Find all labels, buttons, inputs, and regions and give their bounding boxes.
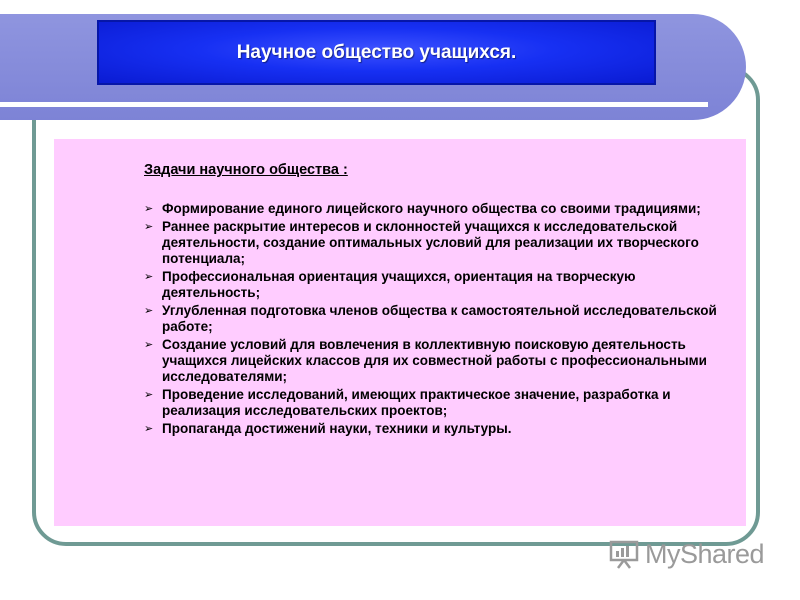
task-text: Пропаганда достижений науки, техники и культуры. <box>162 420 512 436</box>
task-text: Формирование единого лицейского научного общества со своими традициями; <box>162 201 701 216</box>
arrow-bullet-icon: ➢ <box>144 220 154 233</box>
task-text: Создание условий для вовлечения в коллективную поисковую деятельность учащихся лицейских классов для их совместной работы с профессиональными исследователями; <box>162 336 707 385</box>
title-box <box>97 20 656 85</box>
arrow-bullet-icon: ➢ <box>144 338 154 351</box>
task-item <box>144 421 730 437</box>
task-text: Профессиональная ориентация учащихся, ориентация на творческую деятельность; <box>162 268 636 301</box>
task-item <box>144 337 730 386</box>
slide-title: Научное общество учащихся. <box>236 41 517 63</box>
presentation-board-icon <box>608 538 640 570</box>
task-text: Раннее раскрытие интересов и склонностей учащихся к исследовательской деятельности, создание оптимальных условий для реализации их творческого потенциала; <box>162 218 699 267</box>
task-item <box>144 387 730 419</box>
task-item <box>144 303 730 335</box>
arrow-bullet-icon: ➢ <box>144 270 154 283</box>
task-text: Углубленная подготовка членов общества к самостоятельной исследовательской работе; <box>162 302 717 334</box>
content-panel <box>54 139 746 526</box>
watermark-logo <box>608 534 764 574</box>
tasks-list <box>144 201 730 437</box>
task-item <box>144 219 730 268</box>
tasks-heading: Задачи научного общества : <box>144 162 348 178</box>
header-divider <box>0 102 708 107</box>
arrow-bullet-icon: ➢ <box>144 388 154 401</box>
arrow-bullet-icon: ➢ <box>144 422 154 435</box>
watermark-text: MyShared <box>645 538 765 569</box>
task-text: Проведение исследований, имеющих практическое значение, разработка и реализация исследовательских проектов; <box>162 386 671 418</box>
task-item <box>144 201 730 217</box>
task-item <box>144 269 730 301</box>
arrow-bullet-icon: ➢ <box>144 304 154 317</box>
arrow-bullet-icon: ➢ <box>144 203 154 215</box>
